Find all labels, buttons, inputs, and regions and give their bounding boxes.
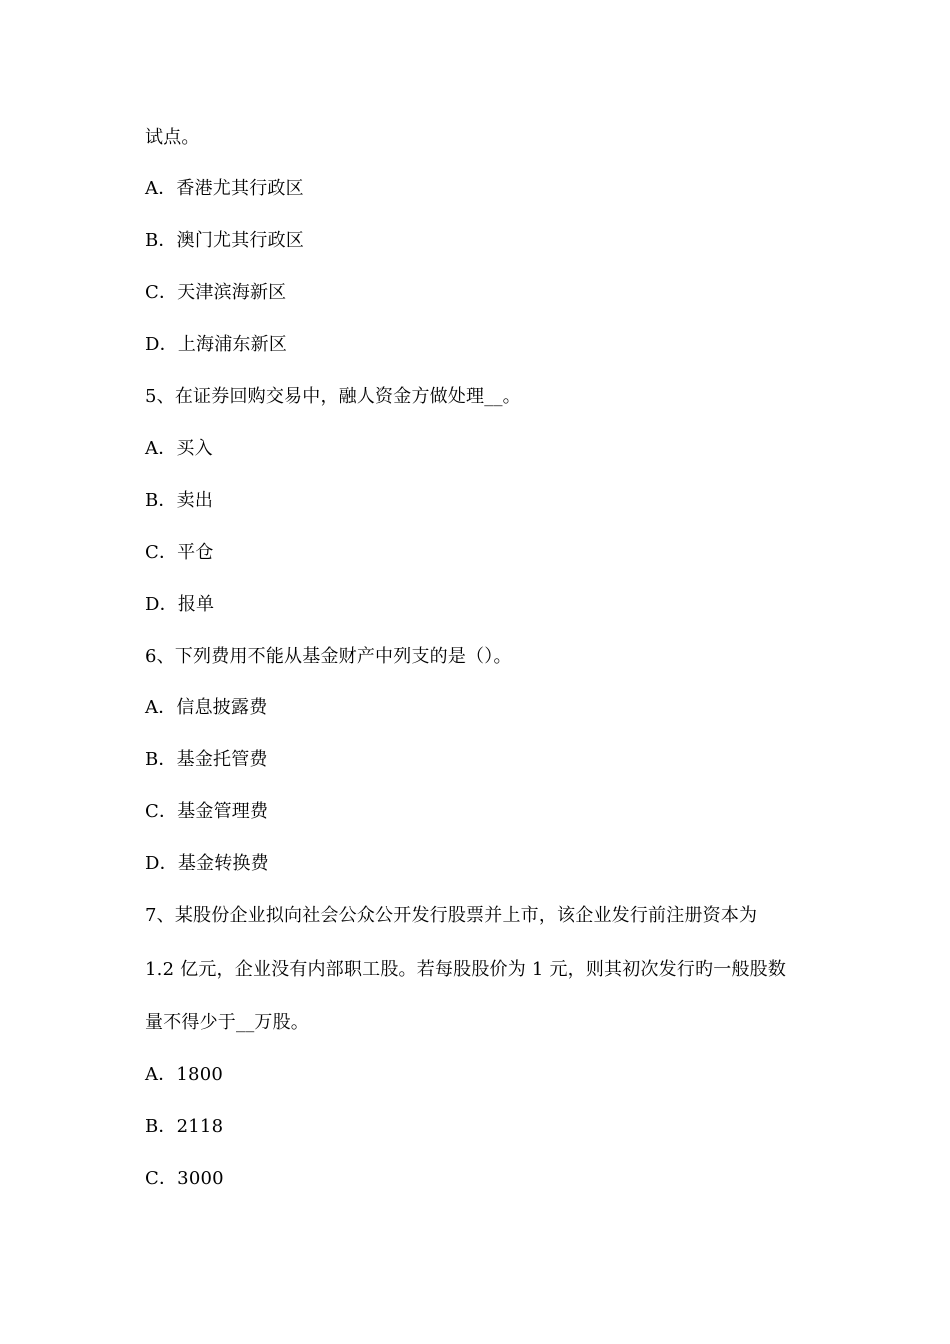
option-a: A．信息披露费 (145, 697, 268, 718)
option-d: D．上海浦东新区 (145, 334, 288, 355)
question-7-line-2: 1.2 亿元，企业没有内部职工股。若每股股价为 1 元，则其初次发行旳一般股数 (145, 959, 787, 980)
option-b: B．2118 (145, 1116, 224, 1137)
option-a: A．1800 (145, 1064, 224, 1085)
option-d: D．报单 (145, 594, 215, 615)
option-c: C．基金管理费 (145, 801, 269, 822)
option-c: C．天津滨海新区 (145, 282, 287, 303)
option-b: B．基金托管费 (145, 749, 268, 770)
option-b: B．澳门尤其行政区 (145, 230, 305, 251)
option-a: A．香港尤其行政区 (145, 178, 304, 199)
text-line-continuation: 试点。 (145, 127, 200, 148)
question-7-line-3: 量不得少于__万股。 (145, 1012, 309, 1033)
question-7-line-1: 7、某股份企业拟向社会公众公开发行股票并上市，该企业发行前注册资本为 (145, 905, 758, 926)
option-c: C．3000 (145, 1168, 224, 1189)
question-6: 6、下列费用不能从基金财产中列支的是（）。 (145, 646, 512, 667)
option-b: B．卖出 (145, 490, 214, 511)
option-c: C．平仓 (145, 542, 214, 563)
question-5: 5、在证券回购交易中，融人资金方做处理__。 (145, 386, 521, 407)
option-d: D．基金转换费 (145, 853, 269, 874)
option-a: A．买入 (145, 438, 213, 459)
